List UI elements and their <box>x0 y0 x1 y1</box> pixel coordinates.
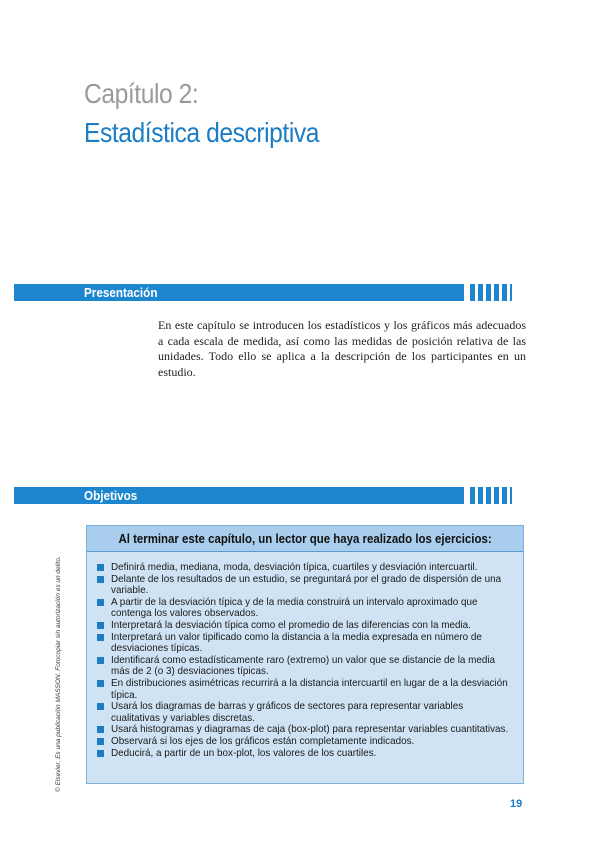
list-item: Observará si los ejes de los gráficos están completamente indicados. <box>97 736 515 748</box>
list-item: Delante de los resultados de un estudio, se preguntará por el grado de dispersión de una variable. <box>97 574 515 597</box>
presentation-stripes <box>467 284 512 301</box>
square-bullet-icon <box>97 750 104 757</box>
list-item: Deducirá, a partir de un box-plot, los valores de los cuartiles. <box>97 748 515 760</box>
list-item: Interpretará un valor tipificado como la distancia a la media expresada en número de desviaciones típicas. <box>97 632 515 655</box>
presentation-heading-bar <box>14 284 464 301</box>
square-bullet-icon <box>97 634 104 641</box>
page-number: 19 <box>510 798 523 810</box>
list-item: A partir de la desviación típica y de la media construirá un intervalo aproximado que contenga los valores observados. <box>97 597 515 620</box>
presentation-text: En este capítulo se introducen los estadísticos y los gráficos más adecuados a cada escala de medida, así como las medidas de posición relativa de las unidades. Todo ello se aplica a la descripción de los participantes en un estudio. <box>158 318 526 379</box>
list-item: Definirá media, mediana, moda, desviación típica, cuartiles y desviación intercuartil. <box>97 562 515 574</box>
objectives-stripes <box>467 487 512 504</box>
copyright-notice: © Elsevier. Es una publicación MASSON. Fotocopiar sin autorización es un delito. <box>55 556 62 792</box>
objectives-box-title <box>87 526 523 552</box>
list-item: Usará los diagramas de barras y gráficos de sectores para representar variables cualitativas y variables discretas. <box>97 701 515 724</box>
square-bullet-icon <box>97 726 104 733</box>
square-bullet-icon <box>97 703 104 710</box>
square-bullet-icon <box>97 680 104 687</box>
objectives-list <box>87 552 523 759</box>
chapter-title: Estadística descriptiva <box>84 117 320 148</box>
square-bullet-icon <box>97 564 104 571</box>
presentation-heading: Presentación <box>84 285 158 300</box>
objectives-box <box>86 525 524 784</box>
objectives-section-bar <box>14 487 528 504</box>
square-bullet-icon <box>97 738 104 745</box>
square-bullet-icon <box>97 657 104 664</box>
list-item: Usará histogramas y diagramas de caja (box-plot) para representar variables cuantitativas. <box>97 724 515 736</box>
objectives-box-title-text: Al terminar este capítulo, un lector que haya realizado los ejercicios: <box>118 531 492 546</box>
objectives-heading: Objetivos <box>84 488 138 503</box>
square-bullet-icon <box>97 599 104 606</box>
objectives-heading-bar <box>14 487 464 504</box>
list-item: En distribuciones asimétricas recurrirá a la distancia intercuartil en lugar de a la desviación típica. <box>97 678 515 701</box>
square-bullet-icon <box>97 576 104 583</box>
square-bullet-icon <box>97 622 104 629</box>
presentation-section-bar <box>14 284 528 301</box>
chapter-label: Capítulo 2: <box>84 78 199 109</box>
list-item: Interpretará la desviación típica como el promedio de las diferencias con la media. <box>97 620 515 632</box>
list-item: Identificará como estadísticamente raro (extremo) un valor que se distancie de la media más de 2 (o 3) desviaciones típicas. <box>97 655 515 678</box>
